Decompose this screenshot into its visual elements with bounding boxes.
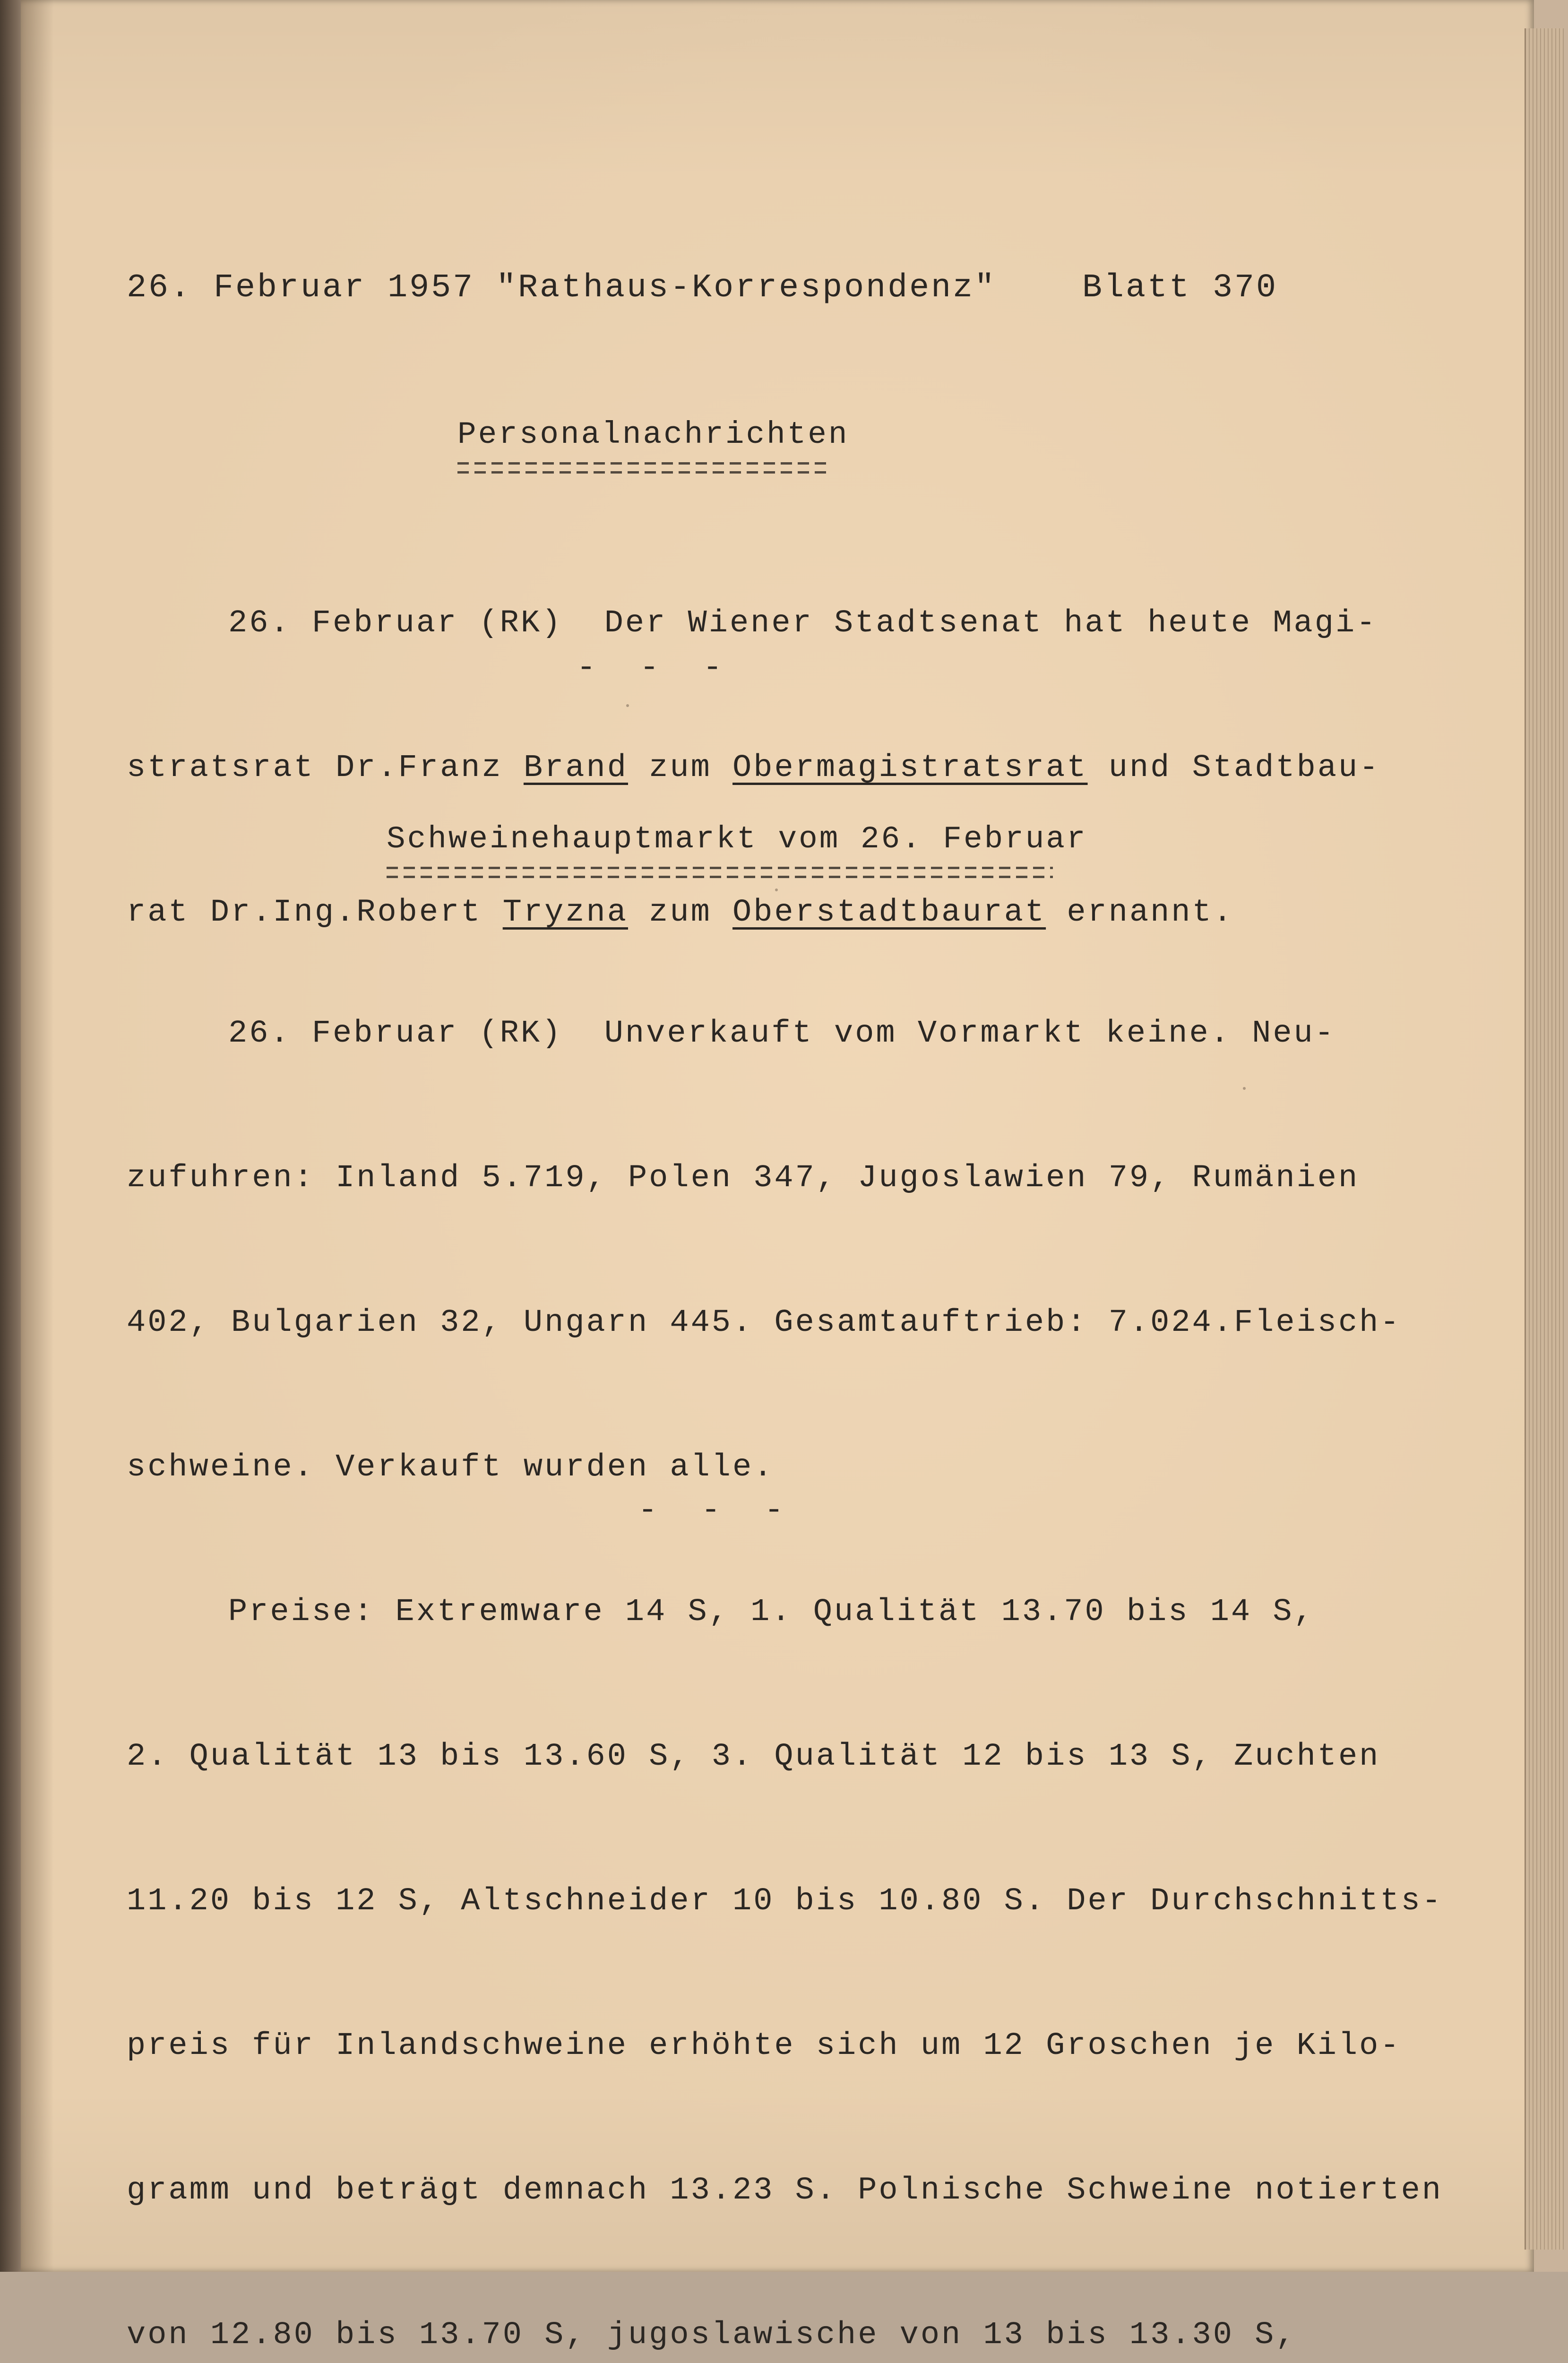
name-tryzna: Tryzna	[502, 895, 628, 931]
section2-line: 11.20 bis 12 S, Altschneider 10 bis 10.80 S. Der Durchschnitts-	[127, 1883, 1443, 1919]
section2-separator: - - -	[638, 1492, 796, 1529]
text-run: und Stadtbau-	[1087, 750, 1380, 786]
header-sheet-number: Blatt 370	[1082, 269, 1278, 307]
section2-line: von 12.80 bis 13.70 S, jugoslawische von 13 bis 13.30 S,	[127, 2317, 1297, 2353]
paper-speck	[626, 704, 629, 707]
section-title-double-rule	[387, 867, 1053, 878]
section2-line: gramm und beträgt demnach 13.23 S. Polnische Schweine notierten	[127, 2173, 1443, 2208]
section2-line: 26. Februar (RK) Unverkauft vom Vormarkt keine. Neu-	[228, 1016, 1335, 1052]
section2-line: preis für Inlandschweine erhöhte sich um 12 Groschen je Kilo-	[127, 2028, 1401, 2064]
title-oberstadtbaurat: Oberstadtbaurat	[732, 895, 1046, 931]
section-title-personalnachrichten: Personalnachrichten	[457, 417, 849, 452]
paper-speck	[775, 888, 778, 891]
section-title-double-rule	[457, 462, 831, 474]
page-gutter-shadow	[21, 0, 54, 2272]
paper-speck	[1243, 1087, 1246, 1090]
text-run: rat Dr.Ing.Robert	[127, 895, 503, 931]
section1-separator: - - -	[577, 650, 735, 686]
section2-line: Preise: Extremware 14 S, 1. Qualität 13.70 bis 14 S,	[228, 1594, 1315, 1630]
section1-line-1: 26. Februar (RK) Der Wiener Stadtsenat hat heute Magi-	[228, 605, 1378, 641]
section2-line: 2. Qualität 13 bis 13.60 S, 3. Qualität 12 bis 13 S, Zuchten	[127, 1739, 1380, 1775]
section-title-schweinehauptmarkt: Schweinehauptmarkt vom 26. Februar	[387, 821, 1087, 857]
section2-line: zufuhren: Inland 5.719, Polen 347, Jugoslawien 79, Rumänien	[127, 1160, 1360, 1196]
section2-paragraph	[127, 913, 1443, 2363]
text-run: zum	[628, 750, 733, 786]
header-source: "Rathaus-Korrespondenz"	[496, 269, 997, 307]
name-brand: Brand	[523, 750, 628, 786]
stacked-page-edges	[1525, 28, 1564, 2250]
section2-line: 402, Bulgarien 32, Ungarn 445. Gesamtauftrieb: 7.024.Fleisch-	[127, 1305, 1401, 1341]
text-run: stratsrat Dr.Franz	[127, 750, 524, 786]
section1-paragraph	[127, 503, 1380, 985]
text-run: zum	[628, 895, 733, 931]
section2-line: schweine. Verkauft wurden alle.	[127, 1449, 775, 1485]
header-date: 26. Februar 1957	[127, 269, 475, 307]
title-obermagistratsrat: Obermagistratsrat	[732, 750, 1088, 786]
text-run: ernannt.	[1046, 895, 1234, 931]
section1-line-2	[127, 744, 1380, 792]
